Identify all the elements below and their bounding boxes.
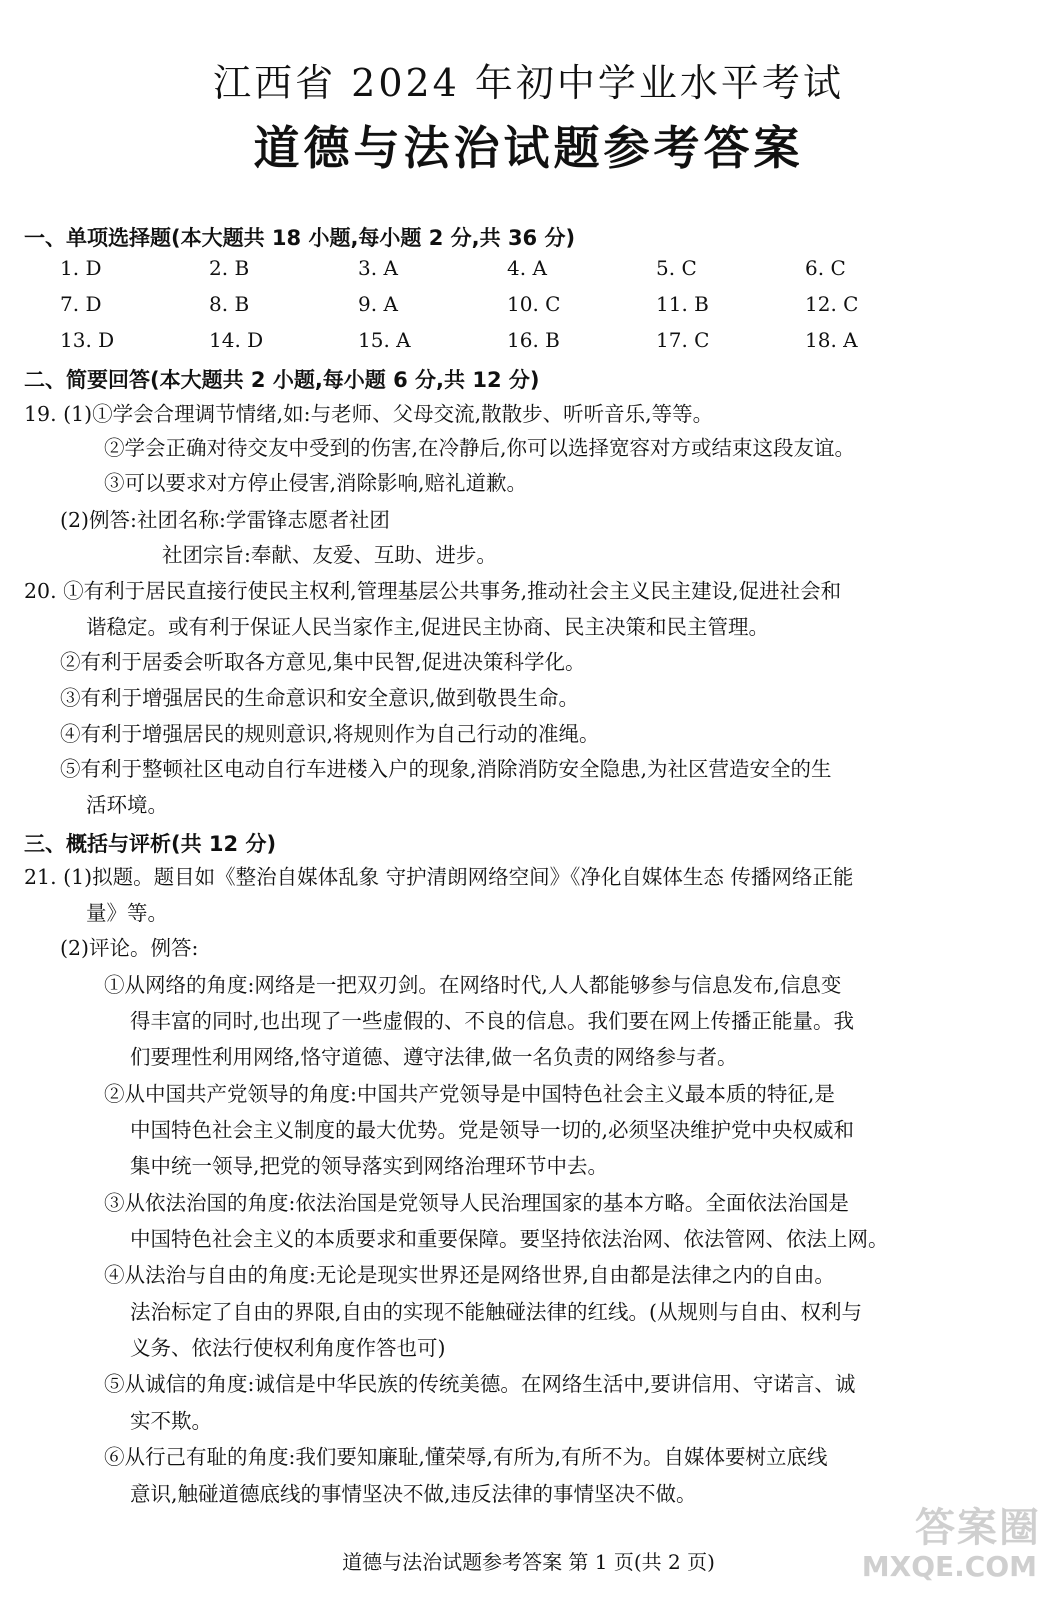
document-title: 道德与法治试题参考答案	[253, 121, 804, 175]
answer-text-line: 社团宗旨:奉献、友爱、互助、进步。	[162, 543, 497, 567]
answer-text-line: (2)例答:社团名称:学雷锋志愿者社团	[60, 508, 390, 532]
answer-text-line: ④有利于增强居民的规则意识,将规则作为自己行动的准绳。	[60, 722, 600, 746]
answer-item: 3. A	[358, 256, 398, 280]
answer-text-line: 20. ①有利于居民直接行使民主权利,管理基层公共事务,推动社会主义民主建设,促进社会和	[24, 579, 842, 603]
answer-item: 2. B	[209, 256, 250, 280]
watermark-logo: 答案圈 MXQE.COM	[861, 1505, 1041, 1583]
answer-item: 12. C	[805, 292, 859, 316]
exam-title: 江西省 2024 年初中学业水平考试	[213, 61, 844, 105]
answer-text-line: 谐稳定。或有利于保证人民当家作主,促进民主协商、民主决策和民主管理。	[86, 615, 770, 639]
answer-text-line: ③可以要求对方停止侵害,消除影响,赔礼道歉。	[104, 471, 528, 495]
answer-text-line: 意识,触碰道德底线的事情坚决不做,违反法律的事情坚决不做。	[130, 1482, 697, 1506]
answer-item: 17. C	[656, 328, 710, 352]
answer-grid	[60, 256, 954, 364]
answer-text-line: 21. (1)拟题。题目如《整治自媒体乱象 守护清朗网络空间》《净化自媒体生态 传播网络正能	[24, 865, 854, 889]
answer-text-line: 们要理性利用网络,恪守道德、遵守法律,做一名负责的网络参与者。	[130, 1045, 738, 1069]
answer-text-line: ②从中国共产党领导的角度:中国共产党领导是中国特色社会主义最本质的特征,是	[104, 1082, 835, 1106]
answer-item: 10. C	[507, 292, 561, 316]
answer-text-line: ⑤有利于整顿社区电动自行车进楼入户的现象,消除消防安全隐患,为社区营造安全的生	[60, 757, 832, 781]
answer-text-line: ②有利于居委会听取各方意见,集中民智,促进决策科学化。	[60, 650, 586, 674]
answer-item: 13. D	[60, 328, 115, 352]
answer-item: 18. A	[805, 328, 858, 352]
answer-text-line: 得丰富的同时,也出现了一些虚假的、不良的信息。我们要在网上传播正能量。我	[130, 1009, 855, 1033]
answer-text-line: ⑥从行己有耻的角度:我们要知廉耻,懂荣辱,有所为,有所不为。自媒体要树立底线	[104, 1445, 828, 1469]
answer-item: 16. B	[507, 328, 560, 352]
answer-text-line: 19. (1)①学会合理调节情绪,如:与老师、父母交流,散散步、听听音乐,等等。	[24, 402, 714, 426]
answer-item: 9. A	[358, 292, 398, 316]
answer-item: 14. D	[209, 328, 264, 352]
answer-text-line: 量》等。	[86, 901, 168, 925]
section2-heading: 二、简要回答(本大题共 2 小题,每小题 6 分,共 12 分)	[24, 368, 540, 392]
answer-text-line: 法治标定了自由的界限,自由的实现不能触碰法律的红线。(从规则与自由、权利与	[130, 1300, 863, 1324]
answer-item: 11. B	[656, 292, 709, 316]
answer-text-line: 实不欺。	[130, 1409, 212, 1433]
answer-text-line: 义务、依法行使权利角度作答也可)	[130, 1336, 446, 1360]
answer-item: 1. D	[60, 256, 102, 280]
answer-text-line: 活环境。	[86, 793, 168, 817]
page-footer: 道德与法治试题参考答案 第 1 页(共 2 页)	[342, 1550, 715, 1574]
answer-text-line: 集中统一领导,把党的领导落实到网络治理环节中去。	[130, 1154, 609, 1178]
answer-text-line: ④从法治与自由的角度:无论是现实世界还是网络世界,自由都是法律之内的自由。	[104, 1263, 835, 1287]
answer-text-line: 中国特色社会主义制度的最大优势。党是领导一切的,必须坚决维护党中央权威和	[130, 1118, 855, 1142]
answer-item: 6. C	[805, 256, 846, 280]
answer-text-line: ③从依法治国的角度:依法治国是党领导人民治理国家的基本方略。全面依法治国是	[104, 1191, 849, 1215]
answer-text-line: (2)评论。例答:	[60, 936, 199, 960]
answer-text-line: ③有利于增强居民的生命意识和安全意识,做到敬畏生命。	[60, 686, 580, 710]
section1-heading: 一、单项选择题(本大题共 18 小题,每小题 2 分,共 36 分)	[24, 226, 576, 250]
answer-item: 15. A	[358, 328, 411, 352]
answer-text-line: ②学会正确对待交友中受到的伤害,在冷静后,你可以选择宽容对方或结束这段友谊。	[104, 436, 856, 460]
answer-text-line: 中国特色社会主义的本质要求和重要保障。要坚持依法治网、依法管网、依法上网。	[130, 1227, 889, 1251]
answer-text-line: ①从网络的角度:网络是一把双刃剑。在网络时代,人人都能够参与信息发布,信息变	[104, 973, 842, 997]
answer-item: 7. D	[60, 292, 102, 316]
answer-text-line: ⑤从诚信的角度:诚信是中华民族的传统美德。在网络生活中,要讲信用、守诺言、诚	[104, 1372, 856, 1396]
section3-heading: 三、概括与评析(共 12 分)	[24, 832, 277, 856]
answer-item: 4. A	[507, 256, 547, 280]
answer-item: 8. B	[209, 292, 250, 316]
answer-item: 5. C	[656, 256, 697, 280]
